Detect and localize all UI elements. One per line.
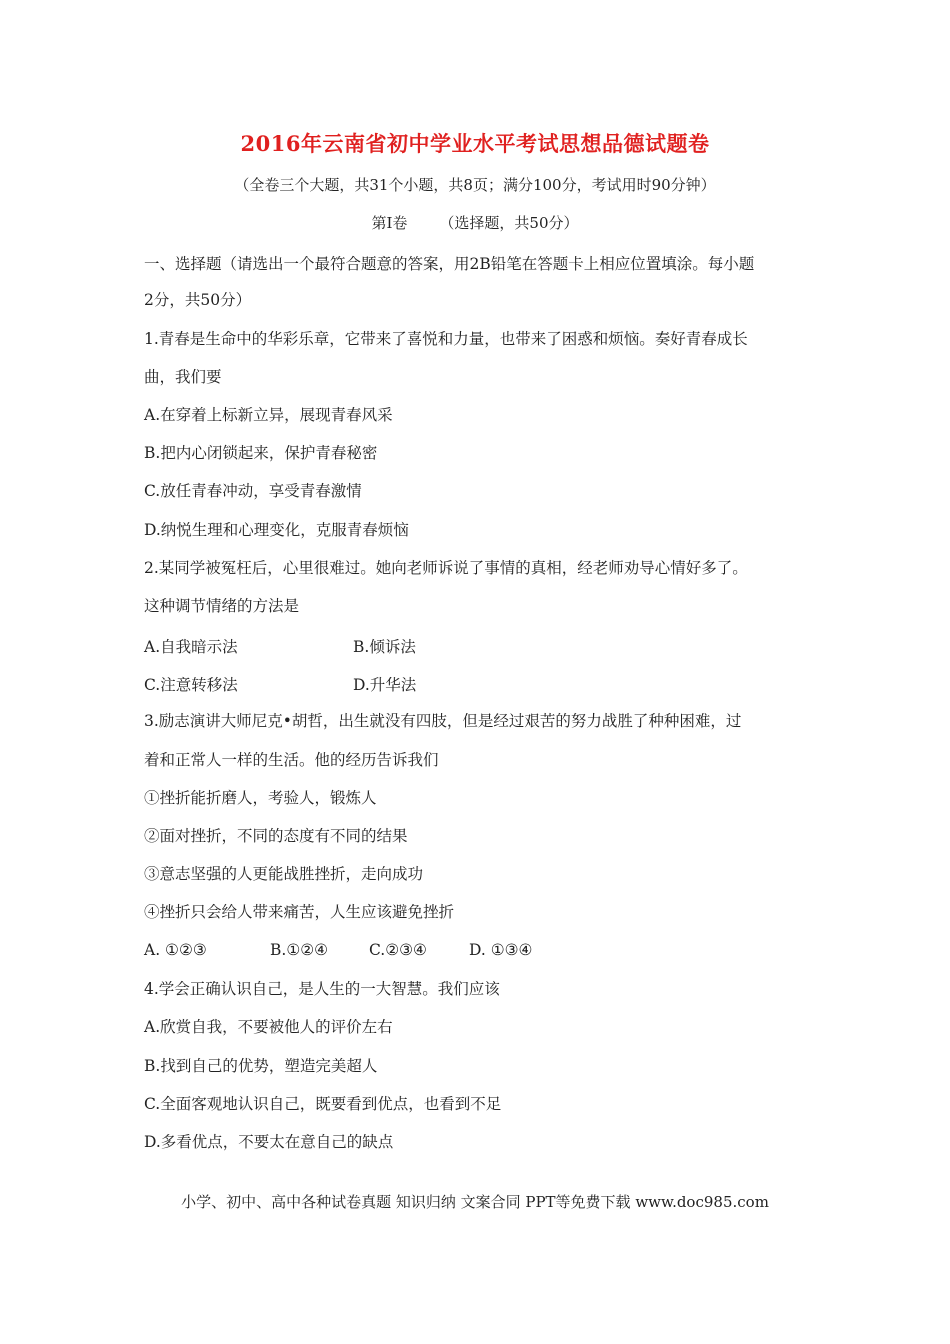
q3-stem-line-1: 3.励志演讲大师尼克•胡哲，出生就没有四肢，但是经过艰苦的努力战胜了种种困难，过 — [144, 712, 742, 730]
section-part: 第Ⅰ卷 — [371, 214, 408, 232]
instructions-line-2: 2分，共50分） — [144, 291, 252, 309]
page-footer: 小学、初中、高中各种试卷真题 知识归纳 文案合同 PPT等免费下载 www.doc985.com — [181, 1193, 769, 1211]
q4-option-d: D.多看优点，不要太在意自己的缺点 — [144, 1133, 394, 1151]
q1-option-c: C.放任青春冲动，享受青春激情 — [144, 482, 362, 500]
q3-stem-line-2: 着和正常人一样的生活。他的经历告诉我们 — [144, 751, 439, 769]
q4-option-a: A.欣赏自我，不要被他人的评价左右 — [144, 1018, 393, 1036]
q1-option-a: A.在穿着上标新立异，展现青春风采 — [144, 406, 393, 424]
q2-stem-line-2: 这种调节情绪的方法是 — [144, 597, 300, 615]
q2-option-c: C.注意转移法 — [144, 676, 238, 694]
q2-stem-line-1: 2.某同学被冤枉后，心里很难过。她向老师诉说了事情的真相，经老师劝导心情好多了。 — [144, 559, 748, 577]
exam-subtitle: （全卷三个大题，共31个小题，共8页；满分100分，考试用时90分钟） — [234, 176, 716, 194]
q2-option-a: A.自我暗示法 — [144, 638, 238, 656]
q3-option-b: B.①②④ — [270, 941, 329, 959]
q4-option-b: B.找到自己的优势，塑造完美超人 — [144, 1057, 378, 1075]
q3-statement-4: ④挫折只会给人带来痛苦，人生应该避免挫折 — [144, 903, 455, 921]
q3-statement-2: ②面对挫折，不同的态度有不同的结果 — [144, 827, 408, 845]
q4-stem: 4.学会正确认识自己，是人生的一大智慧。我们应该 — [144, 980, 500, 998]
q3-option-d: D. ①③④ — [469, 941, 533, 959]
q3-statement-1: ①挫折能折磨人，考验人，锻炼人 — [144, 789, 377, 807]
q3-option-c: C.②③④ — [369, 941, 427, 959]
exam-title: 2016年云南省初中学业水平考试思想品德试题卷 — [240, 131, 710, 156]
q4-option-c: C.全面客观地认识自己，既要看到优点，也看到不足 — [144, 1095, 502, 1113]
q1-stem-line-1: 1.青春是生命中的华彩乐章，它带来了喜悦和力量，也带来了困惑和烦恼。奏好青春成长 — [144, 330, 748, 348]
q3-option-a: A. ①②③ — [144, 941, 207, 959]
q3-statement-3: ③意志坚强的人更能战胜挫折，走向成功 — [144, 865, 424, 883]
q1-stem-line-2: 曲，我们要 — [144, 368, 222, 386]
q1-option-d: D.纳悦生理和心理变化，克服青春烦恼 — [144, 521, 409, 539]
section-desc: （选择题，共50分） — [439, 214, 579, 232]
q1-option-b: B.把内心闭锁起来，保护青春秘密 — [144, 444, 378, 462]
q2-option-b: B.倾诉法 — [353, 638, 416, 656]
section-heading — [0, 212, 950, 233]
q2-option-d: D.升华法 — [353, 676, 417, 694]
instructions-line-1: 一、选择题（请选出一个最符合题意的答案，用2B铅笔在答题卡上相应位置填涂。每小题 — [144, 255, 755, 273]
